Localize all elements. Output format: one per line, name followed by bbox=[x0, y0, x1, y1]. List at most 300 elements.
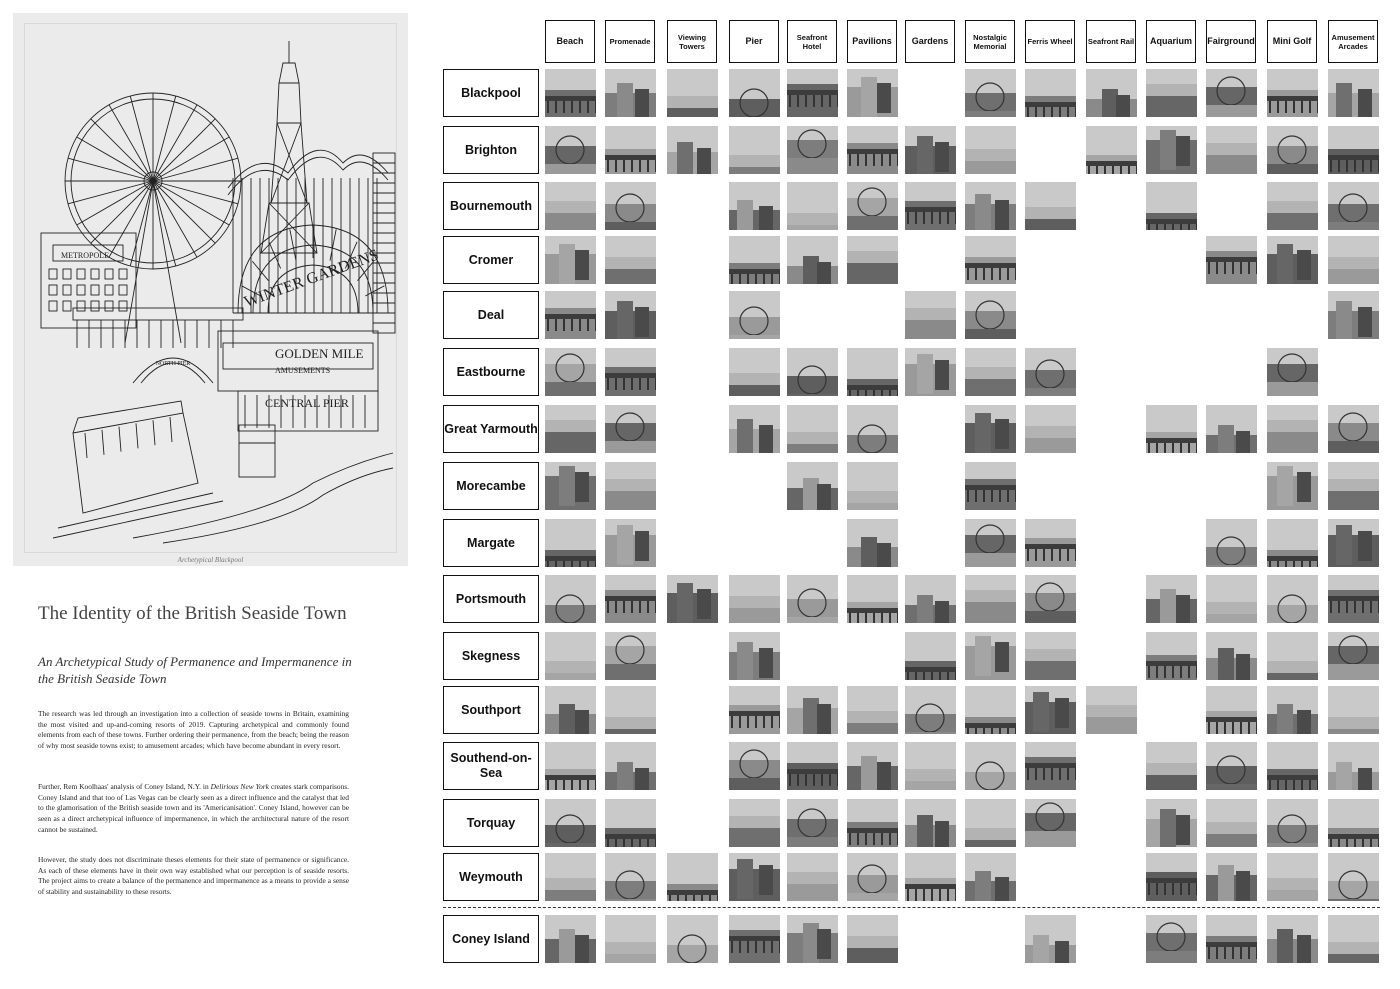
photo-thumbnail-graphic bbox=[1267, 853, 1318, 901]
photo-cell bbox=[605, 799, 656, 847]
photo-thumbnail-graphic bbox=[545, 915, 596, 963]
photo-cell bbox=[729, 405, 780, 453]
photo-thumbnail-graphic bbox=[605, 236, 656, 284]
photo-cell bbox=[787, 182, 838, 230]
photo-thumbnail-graphic bbox=[545, 236, 596, 284]
photo-cell bbox=[905, 799, 956, 847]
column-header-seafront-rail: Seafront Rail bbox=[1086, 20, 1136, 63]
photo-cell bbox=[787, 742, 838, 790]
photo-thumbnail-graphic bbox=[905, 742, 956, 790]
photo-thumbnail-graphic bbox=[1267, 126, 1318, 174]
photo-cell bbox=[1267, 462, 1318, 510]
row-header-southport: Southport bbox=[443, 686, 539, 734]
photo-cell bbox=[965, 462, 1016, 510]
photo-cell bbox=[667, 575, 718, 623]
photo-thumbnail-graphic bbox=[1025, 799, 1076, 847]
photo-thumbnail-graphic bbox=[1086, 686, 1137, 734]
photo-thumbnail-graphic bbox=[729, 182, 780, 230]
photo-thumbnail-graphic bbox=[1025, 348, 1076, 396]
photo-thumbnail-graphic bbox=[729, 915, 780, 963]
photo-thumbnail-graphic bbox=[545, 405, 596, 453]
photo-cell bbox=[545, 236, 596, 284]
photo-thumbnail-graphic bbox=[605, 182, 656, 230]
row-header-deal: Deal bbox=[443, 291, 539, 339]
column-header-pavilions: Pavilions bbox=[847, 20, 897, 63]
photo-thumbnail-graphic bbox=[605, 742, 656, 790]
photo-thumbnail-graphic bbox=[1146, 632, 1197, 680]
photo-thumbnail-graphic bbox=[1025, 405, 1076, 453]
photo-cell bbox=[965, 348, 1016, 396]
photo-cell bbox=[545, 348, 596, 396]
photo-thumbnail-graphic bbox=[905, 799, 956, 847]
photo-thumbnail-graphic bbox=[1025, 182, 1076, 230]
photo-thumbnail-graphic bbox=[729, 742, 780, 790]
row-header-cromer: Cromer bbox=[443, 236, 539, 284]
photo-thumbnail-graphic bbox=[1267, 236, 1318, 284]
photo-thumbnail-graphic bbox=[545, 853, 596, 901]
paragraph-2-start: Further, Rem Koolhaas' analysis of Coney Island, N.Y. in bbox=[38, 782, 209, 791]
photo-cell bbox=[965, 686, 1016, 734]
photo-thumbnail-graphic bbox=[905, 853, 956, 901]
photo-thumbnail-graphic bbox=[905, 632, 956, 680]
photo-thumbnail-graphic bbox=[1267, 799, 1318, 847]
photo-thumbnail-graphic bbox=[965, 853, 1016, 901]
photo-cell bbox=[605, 632, 656, 680]
photo-thumbnail-graphic bbox=[787, 405, 838, 453]
photo-cell bbox=[1206, 632, 1257, 680]
photo-cell bbox=[1025, 69, 1076, 117]
photo-cell bbox=[965, 69, 1016, 117]
photo-cell bbox=[729, 686, 780, 734]
photo-cell bbox=[605, 742, 656, 790]
photo-thumbnail-graphic bbox=[729, 348, 780, 396]
photo-cell bbox=[545, 915, 596, 963]
photo-cell bbox=[1146, 575, 1197, 623]
photo-cell bbox=[787, 236, 838, 284]
photo-cell bbox=[1267, 686, 1318, 734]
photo-thumbnail-graphic bbox=[605, 348, 656, 396]
photo-thumbnail-graphic bbox=[847, 686, 898, 734]
photo-thumbnail-graphic bbox=[1025, 519, 1076, 567]
photo-thumbnail-graphic bbox=[905, 575, 956, 623]
photo-cell bbox=[1206, 236, 1257, 284]
photo-thumbnail-graphic bbox=[847, 69, 898, 117]
photo-thumbnail-graphic bbox=[605, 291, 656, 339]
photo-cell bbox=[729, 799, 780, 847]
photo-cell bbox=[1206, 853, 1257, 901]
photo-cell bbox=[787, 348, 838, 396]
photo-thumbnail-graphic bbox=[545, 182, 596, 230]
page-subtitle: An Archetypical Study of Permanence and Impermanence in the British Seaside Town bbox=[38, 654, 352, 686]
row-header-blackpool: Blackpool bbox=[443, 69, 539, 117]
photo-thumbnail-graphic bbox=[1206, 799, 1257, 847]
photo-cell bbox=[1328, 575, 1379, 623]
photo-thumbnail-graphic bbox=[847, 236, 898, 284]
photo-thumbnail-graphic bbox=[905, 348, 956, 396]
photo-cell bbox=[1146, 182, 1197, 230]
photo-cell bbox=[787, 126, 838, 174]
photo-cell bbox=[1267, 915, 1318, 963]
photo-thumbnail-graphic bbox=[1328, 126, 1379, 174]
tram-drawing bbox=[53, 401, 223, 538]
photo-cell bbox=[545, 69, 596, 117]
photo-thumbnail-graphic bbox=[1328, 686, 1379, 734]
photo-thumbnail-graphic bbox=[729, 575, 780, 623]
body-paragraph-2 bbox=[38, 782, 349, 836]
photo-cell bbox=[605, 291, 656, 339]
photo-cell bbox=[1328, 686, 1379, 734]
row-header-weymouth: Weymouth bbox=[443, 853, 539, 901]
photo-cell bbox=[847, 519, 898, 567]
photo-thumbnail-graphic bbox=[847, 348, 898, 396]
photo-cell bbox=[605, 405, 656, 453]
photo-thumbnail-graphic bbox=[1025, 69, 1076, 117]
metropole-building bbox=[41, 233, 136, 328]
photo-thumbnail-graphic bbox=[545, 575, 596, 623]
photo-thumbnail-graphic bbox=[1328, 236, 1379, 284]
photo-cell bbox=[1328, 69, 1379, 117]
photo-cell bbox=[545, 405, 596, 453]
photo-cell bbox=[905, 632, 956, 680]
photo-thumbnail-graphic bbox=[545, 462, 596, 510]
photo-thumbnail-graphic bbox=[1328, 915, 1379, 963]
photo-thumbnail-graphic bbox=[847, 182, 898, 230]
photo-thumbnail-graphic bbox=[1206, 742, 1257, 790]
photo-thumbnail-graphic bbox=[1086, 69, 1137, 117]
photo-cell bbox=[1025, 742, 1076, 790]
photo-thumbnail-graphic bbox=[787, 236, 838, 284]
photo-thumbnail-graphic bbox=[667, 915, 718, 963]
photo-cell bbox=[965, 742, 1016, 790]
photo-cell bbox=[1146, 632, 1197, 680]
photo-thumbnail-graphic bbox=[1206, 915, 1257, 963]
photo-cell bbox=[1267, 853, 1318, 901]
photo-cell bbox=[905, 853, 956, 901]
photo-thumbnail-graphic bbox=[905, 126, 956, 174]
photo-thumbnail-graphic bbox=[1206, 632, 1257, 680]
photo-thumbnail-graphic bbox=[1328, 853, 1379, 901]
photo-thumbnail-graphic bbox=[729, 291, 780, 339]
photo-thumbnail-graphic bbox=[729, 686, 780, 734]
photo-thumbnail-graphic bbox=[545, 799, 596, 847]
photo-cell bbox=[1146, 126, 1197, 174]
photo-thumbnail-graphic bbox=[667, 853, 718, 901]
column-header-amusement-arcades: Amusement Arcades bbox=[1328, 20, 1378, 63]
photo-cell bbox=[1328, 915, 1379, 963]
column-header-ferris-wheel: Ferris Wheel bbox=[1025, 20, 1075, 63]
photo-thumbnail-graphic bbox=[787, 742, 838, 790]
photo-thumbnail-graphic bbox=[1328, 632, 1379, 680]
photo-thumbnail-graphic bbox=[729, 405, 780, 453]
photo-thumbnail-graphic bbox=[1206, 405, 1257, 453]
photo-cell bbox=[1328, 405, 1379, 453]
photo-thumbnail-graphic bbox=[1146, 405, 1197, 453]
photo-cell bbox=[965, 236, 1016, 284]
photo-cell bbox=[605, 462, 656, 510]
photo-cell bbox=[965, 182, 1016, 230]
photo-cell bbox=[1206, 799, 1257, 847]
photo-thumbnail-graphic bbox=[1328, 799, 1379, 847]
photo-cell bbox=[1025, 519, 1076, 567]
photo-cell bbox=[905, 575, 956, 623]
photo-cell bbox=[545, 632, 596, 680]
photo-thumbnail-graphic bbox=[729, 126, 780, 174]
photo-cell bbox=[1267, 632, 1318, 680]
photo-cell bbox=[545, 519, 596, 567]
tram-small-drawing bbox=[239, 425, 275, 477]
photo-cell bbox=[605, 519, 656, 567]
photo-thumbnail-graphic bbox=[1206, 126, 1257, 174]
photo-thumbnail-graphic bbox=[965, 126, 1016, 174]
photo-thumbnail-graphic bbox=[1328, 462, 1379, 510]
photo-cell bbox=[1267, 182, 1318, 230]
photo-cell bbox=[905, 182, 956, 230]
photo-thumbnail-graphic bbox=[1206, 236, 1257, 284]
photo-cell bbox=[1146, 915, 1197, 963]
photo-thumbnail-graphic bbox=[729, 799, 780, 847]
photo-thumbnail-graphic bbox=[965, 686, 1016, 734]
photo-thumbnail-graphic bbox=[1267, 405, 1318, 453]
photo-cell bbox=[847, 405, 898, 453]
photo-cell bbox=[1146, 405, 1197, 453]
photo-thumbnail-graphic bbox=[667, 69, 718, 117]
photo-cell bbox=[545, 291, 596, 339]
photo-thumbnail-graphic bbox=[1267, 686, 1318, 734]
photo-cell bbox=[605, 686, 656, 734]
photo-thumbnail-graphic bbox=[1146, 69, 1197, 117]
photo-cell bbox=[729, 575, 780, 623]
photo-thumbnail-graphic bbox=[605, 853, 656, 901]
photo-cell bbox=[1146, 799, 1197, 847]
photo-cell bbox=[545, 799, 596, 847]
photo-thumbnail-graphic bbox=[787, 915, 838, 963]
photo-thumbnail-graphic bbox=[1206, 519, 1257, 567]
photo-thumbnail-graphic bbox=[545, 686, 596, 734]
photo-cell bbox=[667, 915, 718, 963]
photo-cell bbox=[1267, 348, 1318, 396]
column-header-mini-golf: Mini Golf bbox=[1267, 20, 1317, 63]
photo-cell bbox=[965, 405, 1016, 453]
row-header-margate: Margate bbox=[443, 519, 539, 567]
photo-cell bbox=[1146, 853, 1197, 901]
photo-thumbnail-graphic bbox=[1025, 575, 1076, 623]
photo-cell bbox=[1025, 182, 1076, 230]
photo-thumbnail-graphic bbox=[847, 575, 898, 623]
photo-cell bbox=[729, 182, 780, 230]
photo-thumbnail-graphic bbox=[965, 799, 1016, 847]
row-header-coney-island: Coney Island bbox=[443, 915, 539, 963]
row-header-brighton: Brighton bbox=[443, 126, 539, 174]
photo-cell bbox=[847, 348, 898, 396]
photo-cell bbox=[847, 126, 898, 174]
photo-thumbnail-graphic bbox=[905, 182, 956, 230]
photo-cell bbox=[605, 348, 656, 396]
blackpool-line-illustration bbox=[13, 13, 408, 566]
photo-thumbnail-graphic bbox=[847, 742, 898, 790]
photo-cell bbox=[1206, 742, 1257, 790]
photo-cell bbox=[905, 742, 956, 790]
photo-thumbnail-graphic bbox=[545, 126, 596, 174]
photo-thumbnail-graphic bbox=[605, 632, 656, 680]
photo-thumbnail-graphic bbox=[787, 686, 838, 734]
photo-cell bbox=[1206, 405, 1257, 453]
photo-thumbnail-graphic bbox=[1328, 182, 1379, 230]
photo-cell bbox=[729, 632, 780, 680]
photo-cell bbox=[729, 291, 780, 339]
photo-cell bbox=[545, 462, 596, 510]
photo-thumbnail-graphic bbox=[1146, 575, 1197, 623]
photo-thumbnail-graphic bbox=[1267, 915, 1318, 963]
photo-cell bbox=[1206, 69, 1257, 117]
photo-thumbnail-graphic bbox=[605, 519, 656, 567]
photo-cell bbox=[847, 462, 898, 510]
photo-thumbnail-graphic bbox=[729, 69, 780, 117]
column-header-beach: Beach bbox=[545, 20, 595, 63]
column-header-gardens: Gardens bbox=[905, 20, 955, 63]
photo-thumbnail-graphic bbox=[965, 742, 1016, 790]
photo-thumbnail-graphic bbox=[847, 462, 898, 510]
photo-cell bbox=[667, 853, 718, 901]
paragraph-2-end: creates stark comparisons. Coney Island and that too of Las Vegas can be clearly seen as a direct influence and the catalyst that led to the glamorisation of the British seaside town and its 'Americanisation'. Coney Island, however can be seen as a direct archetypical influence of impermanence, in which the architectural nature of the resort cannot be sustained. bbox=[38, 782, 349, 834]
photo-cell bbox=[1328, 291, 1379, 339]
photo-cell bbox=[787, 686, 838, 734]
photo-cell bbox=[545, 686, 596, 734]
photo-cell bbox=[1328, 462, 1379, 510]
photo-cell bbox=[1146, 69, 1197, 117]
photo-cell bbox=[787, 69, 838, 117]
row-header-portsmouth: Portsmouth bbox=[443, 575, 539, 623]
column-header-promenade: Promenade bbox=[605, 20, 655, 63]
photo-cell bbox=[1025, 632, 1076, 680]
photo-cell bbox=[1206, 519, 1257, 567]
photo-thumbnail-graphic bbox=[1328, 519, 1379, 567]
photo-thumbnail-graphic bbox=[545, 742, 596, 790]
right-tower-building bbox=[373, 153, 395, 333]
poster-caption: Archetypical Blackpool bbox=[177, 556, 244, 564]
photo-thumbnail-graphic bbox=[787, 182, 838, 230]
photo-cell bbox=[667, 69, 718, 117]
photo-cell bbox=[787, 915, 838, 963]
archetypical-blackpool-drawing bbox=[13, 13, 408, 566]
photo-cell bbox=[605, 126, 656, 174]
photo-thumbnail-graphic bbox=[847, 799, 898, 847]
photo-thumbnail-graphic bbox=[605, 405, 656, 453]
photo-cell bbox=[1025, 686, 1076, 734]
photo-thumbnail-graphic bbox=[605, 915, 656, 963]
central-pier-sign: CENTRAL PIER bbox=[265, 396, 349, 410]
photo-thumbnail-graphic bbox=[545, 348, 596, 396]
photo-cell bbox=[545, 182, 596, 230]
photo-thumbnail-graphic bbox=[1025, 915, 1076, 963]
photo-cell bbox=[545, 742, 596, 790]
photo-thumbnail-graphic bbox=[1146, 182, 1197, 230]
photo-thumbnail-graphic bbox=[965, 348, 1016, 396]
photo-thumbnail-graphic bbox=[729, 236, 780, 284]
photo-cell bbox=[1086, 69, 1137, 117]
photo-cell bbox=[1328, 182, 1379, 230]
photo-cell bbox=[847, 742, 898, 790]
photo-cell bbox=[847, 799, 898, 847]
photo-thumbnail-graphic bbox=[605, 69, 656, 117]
photo-cell bbox=[1025, 348, 1076, 396]
photo-cell bbox=[1328, 236, 1379, 284]
photo-thumbnail-graphic bbox=[605, 686, 656, 734]
photo-thumbnail-graphic bbox=[787, 348, 838, 396]
photo-cell bbox=[905, 291, 956, 339]
photo-thumbnail-graphic bbox=[545, 69, 596, 117]
photo-cell bbox=[1267, 236, 1318, 284]
photo-thumbnail-graphic bbox=[545, 291, 596, 339]
photo-thumbnail-graphic bbox=[545, 519, 596, 567]
photo-cell bbox=[1328, 799, 1379, 847]
photo-thumbnail-graphic bbox=[965, 236, 1016, 284]
photo-cell bbox=[905, 126, 956, 174]
photo-cell bbox=[965, 519, 1016, 567]
photo-thumbnail-graphic bbox=[1146, 742, 1197, 790]
photo-cell bbox=[1206, 126, 1257, 174]
photo-thumbnail-graphic bbox=[729, 853, 780, 901]
photo-thumbnail-graphic bbox=[1206, 853, 1257, 901]
golden-mile-sign: GOLDEN MILE bbox=[275, 346, 364, 361]
photo-cell bbox=[787, 799, 838, 847]
column-header-nostalgic-memorial: Nostalgic Memorial bbox=[965, 20, 1015, 63]
photo-cell bbox=[729, 69, 780, 117]
photo-thumbnail-graphic bbox=[1146, 915, 1197, 963]
photo-thumbnail-graphic bbox=[847, 519, 898, 567]
photo-thumbnail-graphic bbox=[605, 575, 656, 623]
photo-cell bbox=[545, 853, 596, 901]
photo-cell bbox=[787, 405, 838, 453]
photo-cell bbox=[1025, 575, 1076, 623]
column-header-fairground: Fairground bbox=[1206, 20, 1256, 63]
photo-thumbnail-graphic bbox=[787, 462, 838, 510]
photo-thumbnail-graphic bbox=[1206, 69, 1257, 117]
photo-thumbnail-graphic bbox=[847, 405, 898, 453]
photo-cell bbox=[729, 236, 780, 284]
photo-cell bbox=[1086, 686, 1137, 734]
column-header-seafront-hotel: Seafront Hotel bbox=[787, 20, 837, 63]
photo-thumbnail-graphic bbox=[605, 799, 656, 847]
photo-thumbnail-graphic bbox=[787, 799, 838, 847]
photo-thumbnail-graphic bbox=[1206, 686, 1257, 734]
amusements-sign: AMUSEMENTS bbox=[275, 366, 331, 375]
row-header-morecambe: Morecambe bbox=[443, 462, 539, 510]
metropole-sign: METROPOLE bbox=[61, 251, 109, 260]
column-header-viewing-towers: Viewing Towers bbox=[667, 20, 717, 63]
photo-cell bbox=[1267, 69, 1318, 117]
photo-cell bbox=[1025, 799, 1076, 847]
north-pier-sign: NORTH PIER bbox=[155, 361, 191, 367]
photo-cell bbox=[905, 348, 956, 396]
row-header-skegness: Skegness bbox=[443, 632, 539, 680]
photo-thumbnail-graphic bbox=[965, 519, 1016, 567]
photo-thumbnail-graphic bbox=[1146, 799, 1197, 847]
photo-thumbnail-graphic bbox=[965, 632, 1016, 680]
photo-cell bbox=[787, 462, 838, 510]
photo-cell bbox=[965, 799, 1016, 847]
photo-cell bbox=[847, 182, 898, 230]
photo-cell bbox=[847, 69, 898, 117]
photo-cell bbox=[1328, 742, 1379, 790]
photo-cell bbox=[1206, 915, 1257, 963]
photo-thumbnail-graphic bbox=[965, 291, 1016, 339]
photo-thumbnail-graphic bbox=[1267, 182, 1318, 230]
photo-cell bbox=[605, 236, 656, 284]
photo-cell bbox=[605, 915, 656, 963]
photo-thumbnail-graphic bbox=[1025, 742, 1076, 790]
photo-cell bbox=[1267, 799, 1318, 847]
photo-cell bbox=[965, 575, 1016, 623]
